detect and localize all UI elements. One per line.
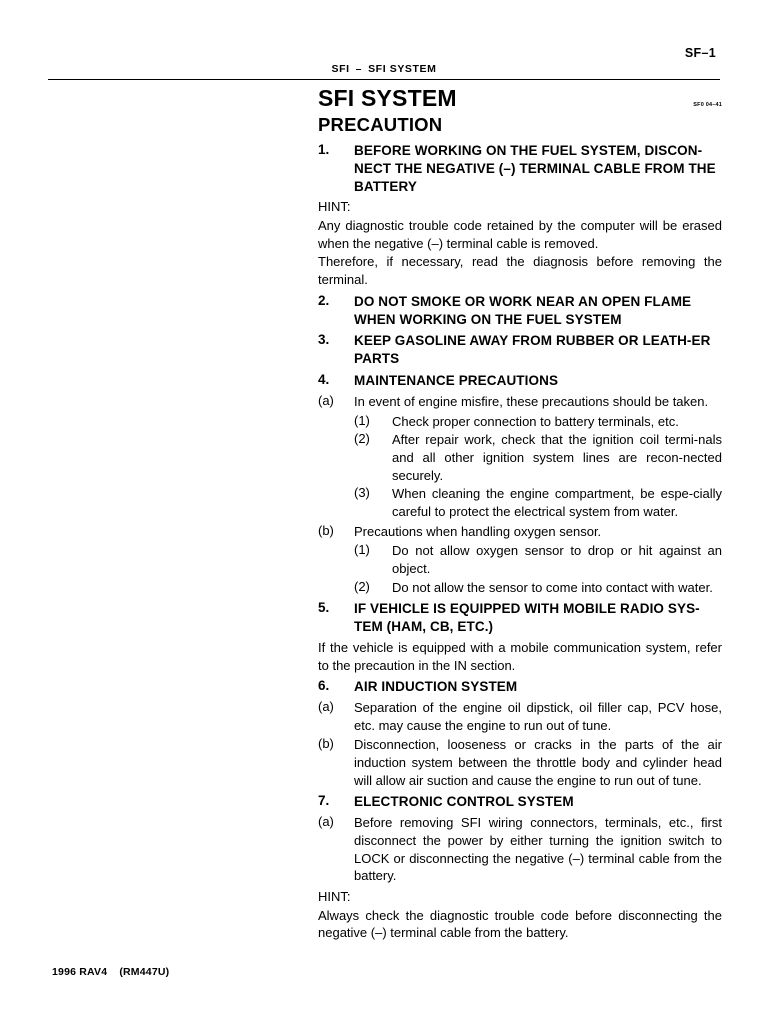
page-title: SFI SYSTEM <box>318 85 457 111</box>
item-label-4a3: (3) <box>354 485 370 501</box>
item-text-4b1: Do not allow oxygen sensor to drop or hit against an object. <box>392 543 722 576</box>
hint-text-2: Always check the diagnostic trouble code before disconnecting the negative (–) terminal cable from the battery. <box>318 907 722 941</box>
item-text-4a: In event of engine misfire, these precautions should be taken. <box>354 393 709 409</box>
item-text-6b: Disconnection, looseness or cracks in the parts of the air induction system between the throttle body and cylinder head will allow air suction and cause the engine to run out of tune. <box>354 737 722 788</box>
section-number-1: 1. <box>318 142 330 158</box>
list-item <box>318 485 722 520</box>
section-number-3: 3. <box>318 332 330 348</box>
hint-label-2: HINT: <box>318 888 351 904</box>
item-label-4a: (a) <box>318 392 334 408</box>
footer-manual-code: (RM447U) <box>119 966 170 978</box>
item-label-4b2: (2) <box>354 578 370 594</box>
list-item <box>318 814 722 885</box>
section-title-2: DO NOT SMOKE OR WORK NEAR AN OPEN FLAME WHEN WORKING ON THE FUEL SYSTEM <box>354 293 692 327</box>
list-item <box>318 579 722 597</box>
section-number-6: 6. <box>318 678 330 694</box>
document-body <box>318 86 722 945</box>
section-heading-3 <box>318 332 722 368</box>
item-text-4a1: Check proper connection to battery terminals, etc. <box>392 413 679 429</box>
section-heading-2 <box>318 293 722 329</box>
hint-block-2 <box>318 888 722 942</box>
header-divider <box>48 79 720 80</box>
section-number-2: 2. <box>318 292 330 308</box>
item-text-4b: Precautions when handling oxygen sensor. <box>354 523 602 539</box>
item-label-4b: (b) <box>318 522 334 538</box>
section-heading-7 <box>318 793 722 811</box>
running-header <box>0 63 768 75</box>
header-section-name: SFI SYSTEM <box>368 63 437 75</box>
section-title-4: MAINTENANCE PRECAUTIONS <box>354 373 559 389</box>
section-text-5: If the vehicle is equipped with a mobile communication system, refer to the precaution in the IN section. <box>318 639 722 673</box>
hint-text-1b: Therefore, if necessary, read the diagnosis before removing the terminal. <box>318 254 722 288</box>
section-heading-1 <box>318 142 722 195</box>
item-label-4b1: (1) <box>354 542 370 558</box>
item-label-6b: (b) <box>318 736 334 752</box>
section-heading-4 <box>318 372 722 390</box>
list-item <box>318 736 722 789</box>
list-item <box>318 542 722 577</box>
item-text-4a2: After repair work, check that the ignition coil termi-nals and all other ignition system lines are recon-nected securely. <box>392 432 722 483</box>
list-item <box>318 393 722 411</box>
section-title-5: IF VEHICLE IS EQUIPPED WITH MOBILE RADIO SYS-TEM (HAM, CB, ETC.) <box>354 601 700 635</box>
item-text-6a: Separation of the engine oil dipstick, oil filler cap, PCV hose, etc. may cause the engine to run out of tune. <box>354 700 722 733</box>
item-text-7a: Before removing SFI wiring connectors, terminals, etc., first disconnect the power by either turning the ignition switch to LOCK or disconnecting the negative (–) terminal cable from the battery. <box>354 815 722 884</box>
item-label-6a: (a) <box>318 699 334 715</box>
header-section-code: SFI <box>331 63 350 75</box>
section-heading-5 <box>318 600 722 636</box>
item-label-4a2: (2) <box>354 431 370 447</box>
section-title-1: BEFORE WORKING ON THE FUEL SYSTEM, DISCON-NECT THE NEGATIVE (–) TERMINAL CABLE FROM THE BATTERY <box>354 143 716 194</box>
list-item <box>318 431 722 484</box>
list-item <box>318 413 722 431</box>
section-number-4: 4. <box>318 372 330 388</box>
hint-block-1 <box>318 198 722 288</box>
header-separator: – <box>355 63 363 75</box>
item-label-4a1: (1) <box>354 412 370 428</box>
footer <box>52 966 169 978</box>
item-label-7a: (a) <box>318 814 334 830</box>
list-item <box>318 699 722 734</box>
footer-model-year: 1996 RAV4 <box>52 966 108 978</box>
section-title-6: AIR INDUCTION SYSTEM <box>354 679 518 695</box>
section-title-7: ELECTRONIC CONTROL SYSTEM <box>354 794 574 810</box>
figure-reference-code: SF0 04–41 <box>693 102 722 108</box>
hint-text-1a: Any diagnostic trouble code retained by the computer will be erased when the negative (–) terminal cable is removed. <box>318 218 722 251</box>
page-subtitle: PRECAUTION <box>318 113 443 135</box>
section-number-5: 5. <box>318 600 330 616</box>
page-number: SF–1 <box>684 46 716 60</box>
item-text-4b2: Do not allow the sensor to come into contact with water. <box>392 579 713 595</box>
item-text-4a3: When cleaning the engine compartment, be espe-cially careful to protect the electrical system from water. <box>392 486 722 519</box>
hint-label-1: HINT: <box>318 199 351 215</box>
list-item <box>318 523 722 541</box>
section-heading-6 <box>318 678 722 696</box>
section-number-7: 7. <box>318 793 330 809</box>
section-title-3: KEEP GASOLINE AWAY FROM RUBBER OR LEATH-ER PARTS <box>354 333 711 367</box>
